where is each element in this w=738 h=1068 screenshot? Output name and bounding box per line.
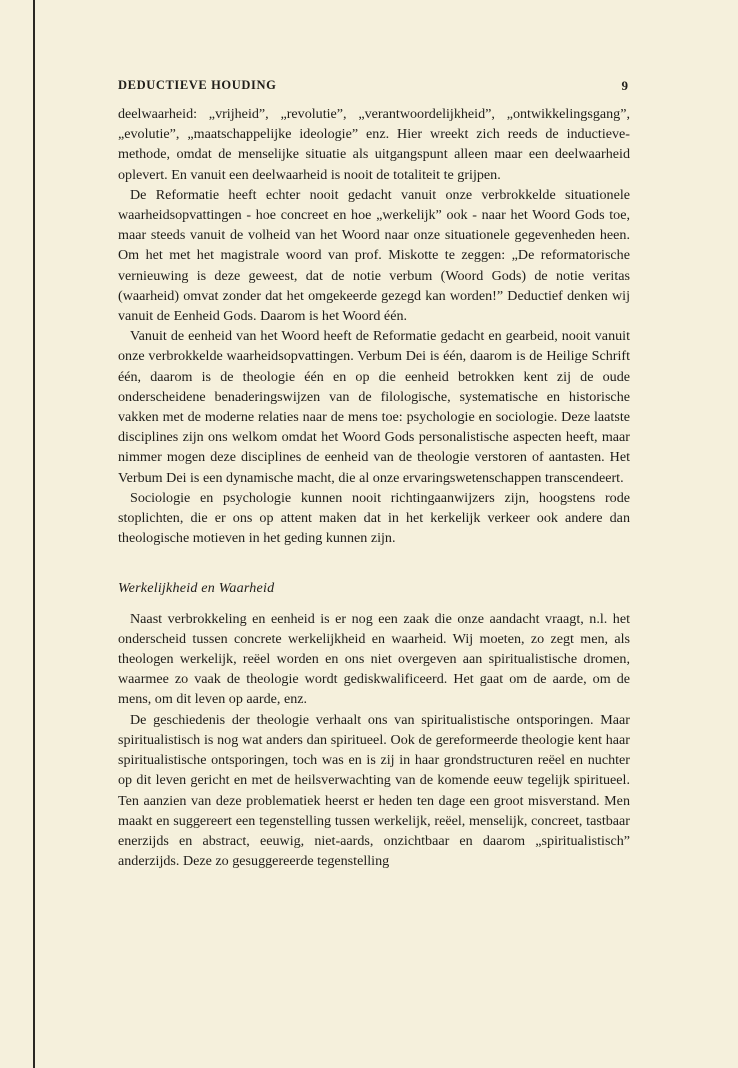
running-title: DEDUCTIEVE HOUDING	[118, 78, 277, 92]
paragraph: Sociologie en psychologie kunnen nooit richtingaanwijzers zijn, hoogstens rode stoplichten, die er ons op attent maken dat in het kerkelijk verkeer ook andere dan theologische motieven in het geding kunnen zijn.	[118, 489, 630, 547]
paragraph: De geschiedenis der theologie verhaalt ons van spiritualistische ontsporingen. Maar spiritualistisch is nog wat anders dan spiritueel. Ook de gereformeerde theologie kent haar spiritualistische ontsporingen, toch was en is zij in haar grondstructuren reëel en nuchter op dit leven gericht en met de heilsverwachting van de komende eeuw tegelijk spiritueel. Ten aanzien van deze problematiek heerst er heden ten dage een groot misverstand. Men maakt en suggereert een tegenstelling tussen werkelijk, reëel, menselijk, concreet, tastbaar enerzijds en abstract, eeuwig, niet-aards, onzichtbaar en daarom „spiritualistisch” anderzijds. Deze zo gesuggereerde tegenstelling	[118, 711, 630, 870]
paragraph: Vanuit de eenheid van het Woord heeft de Reformatie gedacht en gearbeid, nooit vanuit onze verbrokkelde waarheidsopvattingen. Verbum Dei is één, daarom is de Heilige Schrift één, daarom is de theologie één en op die eenheid betrokken kent zij de oude onderscheidene benaderingswijzen van de filologische, systematische en historische vakken met de moderne relaties naar de mens toe: psychologie en sociologie. Deze laatste disciplines zijn ons welkom omdat het Woord Gods personalistische aspecten heeft, maar nimmer mogen deze disciplines de eenheid van de theologie verstoren of aantasten. Het Verbum Dei is een dynamische macht, die al onze ervaringswetenschappen transcendeert.	[118, 328, 630, 486]
paragraph: Naast verbrokkeling en eenheid is er nog een zaak die onze aandacht vraagt, n.l. het onderscheid tussen concrete werkelijkheid en waarheid. Wij moeten, zo zegt men, als theologen werkelijk, reëel worden en ons niet overgeven aan spiritualistische dromen, waarmee zo vaak de theologie wordt gediskwalificeerd. Het gaat om de aarde, om de mens, om dit leven op aarde, enz.	[118, 610, 630, 708]
page-number: 9	[621, 78, 628, 93]
paragraph: deelwaarheid: „vrijheid”, „revolutie”, „verantwoordelijkheid”, „ontwikkelingsgang”, „evolutie”, „maatschappelijke ideologie” enz. Hier wreekt zich reeds de inductieve-methode, omdat de menselijke situatie als uitgangspunt alleen maar een deelwaarheid oplevert. En vanuit een deelwaarheid is nooit de totaliteit te grijpen.	[118, 106, 630, 183]
page-edge-line	[33, 0, 35, 1068]
running-head	[118, 78, 628, 96]
body-text	[118, 104, 630, 871]
section-heading: Werkelijkheid en Waarheid	[118, 580, 275, 597]
paragraph: De Reformatie heeft echter nooit gedacht vanuit onze verbrokkelde situationele waarheidsopvattingen - hoe concreet en hoe „werkelijk” ook - naar het Woord Gods toe, maar steeds vanuit de volheid van het Woord naar onze situationele gegevenheden heen. Om het met het magistrale woord van prof. Miskotte te zeggen: „De reformatorische vernieuwing is deze geweest, dat de notie verbum (Woord Gods) de notie veritas (waarheid) omvat zonder dat het omgekeerde gezegd kan worden!” Deductief denken wij vanuit de Eenheid Gods. Daarom is het Woord één.	[118, 186, 630, 325]
